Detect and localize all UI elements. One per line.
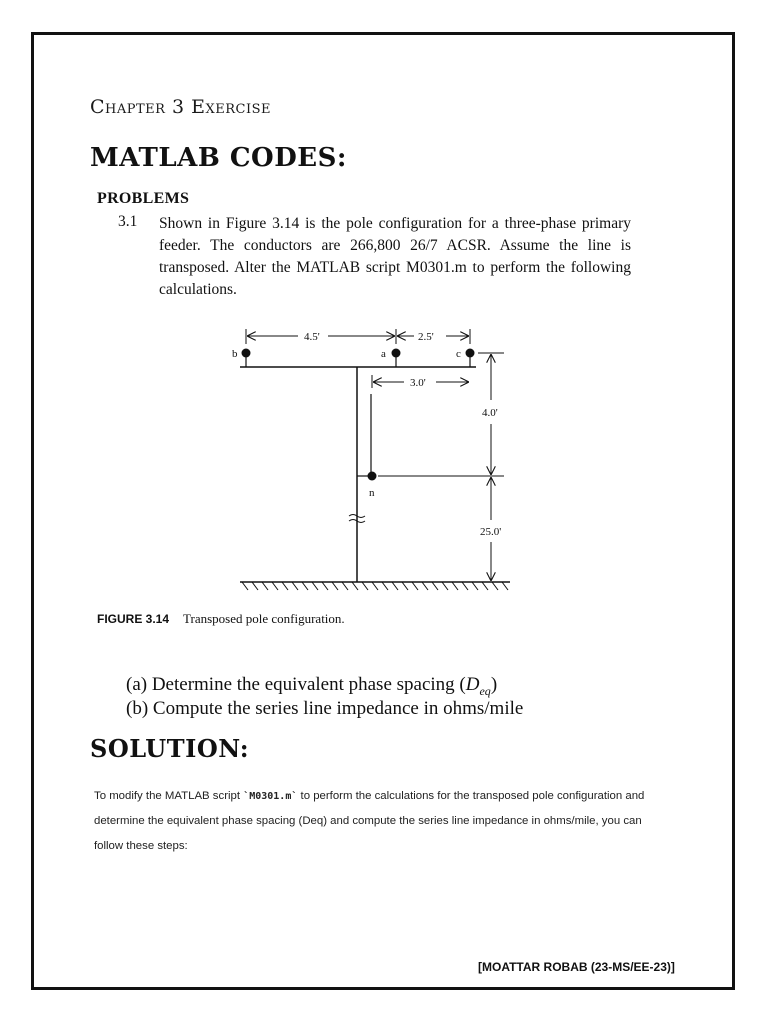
dim-an-label: 3.0' — [410, 377, 426, 389]
author-footer: [MOATTAR ROBAB (23-MS/EE-23)] — [478, 960, 675, 974]
matlab-codes-heading: MATLAB CODES: — [90, 143, 347, 173]
figure-caption-label: FIGURE 3.14 — [97, 612, 170, 626]
conductor-n — [368, 472, 377, 481]
dim-vertical-lower-label: 25.0' — [480, 526, 502, 538]
dim-ba-label: 4.5' — [304, 331, 320, 343]
problem-number: 3.1 — [118, 213, 138, 230]
figure-caption — [97, 611, 345, 627]
task-a: (a) Determine the equivalent phase spacing $(D_{eq})$ — [126, 674, 498, 698]
figure-caption-text: Transposed pole configuration. — [183, 611, 345, 626]
script-name: `M0301.m` — [243, 791, 298, 802]
dim-vertical-upper-label: 4.0' — [482, 407, 498, 419]
solution-text: To modify the MATLAB script `M0301.m` to perform the calculations for the transposed pole configuration and determine the equivalent phase spacing (Deq) and compute the series line impedance in ohms/mile, you can follow these steps: — [94, 790, 645, 852]
label-b: b — [232, 348, 238, 360]
label-n: n — [369, 487, 375, 499]
label-c: c — [456, 348, 461, 360]
pole-configuration-figure — [200, 320, 530, 600]
solution-heading: SOLUTION: — [90, 734, 250, 763]
label-a: a — [381, 348, 386, 360]
dim-ac-label: 2.5' — [418, 331, 434, 343]
task-b: (b) Compute the series line impedance in ohms/mile — [126, 698, 524, 719]
problem-text: Shown in Figure 3.14 is the pole configuration for a three-phase primary feeder. The conductors are 266,800 26/7 ACSR. Assume the line is transposed. Alter the MATLAB script M0301.m to perform the following calculations. — [159, 215, 631, 298]
chapter-heading: Chapter 3 Exercise — [90, 96, 272, 118]
problems-heading: PROBLEMS — [97, 190, 190, 207]
